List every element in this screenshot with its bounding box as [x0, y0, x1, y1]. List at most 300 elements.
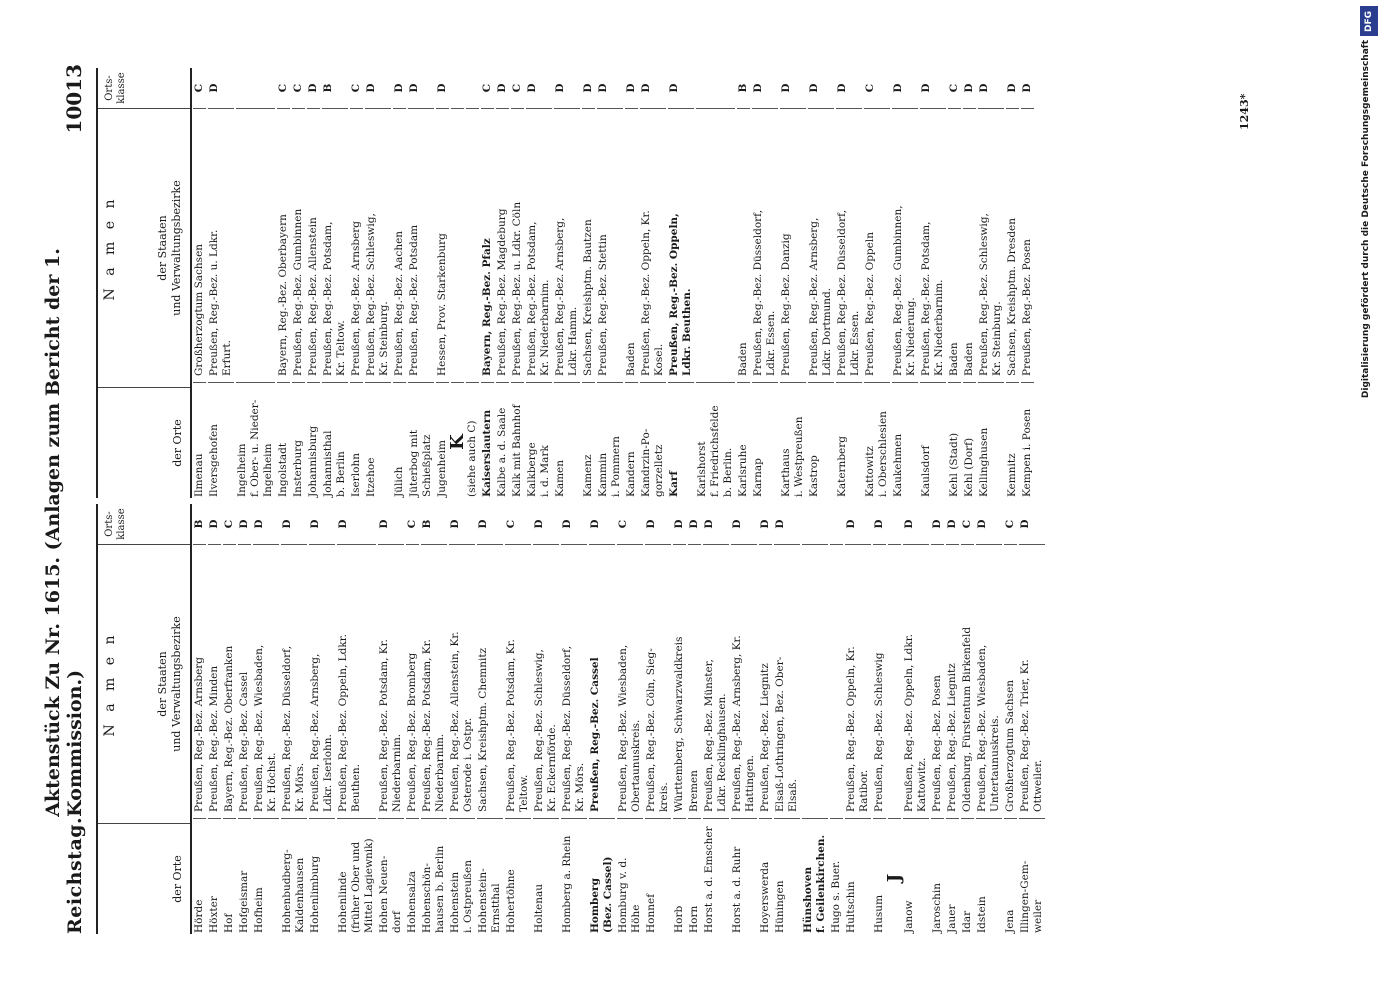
place-class: B [420, 519, 433, 529]
state-district: Preußen, Reg.-Bez. Düsseldorf, Kr. Mörs. [561, 544, 587, 818]
section-letter: K [451, 382, 464, 497]
place-class: D [1005, 83, 1018, 93]
place-name: Jena [1004, 818, 1017, 933]
place-name: Kammin i. Pommern [597, 382, 623, 497]
place-name: Hofgeismar [238, 818, 251, 933]
state-district: Baden [963, 108, 976, 382]
place-name: Hugo s. Buer. [830, 818, 843, 933]
state-district: Preußen, Reg.-Bez. Münster, Ldkr. Recklinghausen. [703, 544, 729, 818]
table-row [222, 504, 237, 933]
table-row [758, 504, 773, 933]
place-name: Hohen Neuen- dorf [378, 818, 404, 933]
place-class: D [872, 519, 885, 529]
place-name: Homburg v. d. Höhe [617, 818, 643, 933]
place-class: D [977, 83, 990, 93]
state-district: Großherzogtum Sachsen [1004, 544, 1017, 818]
place-name: Jülich [393, 382, 406, 497]
place-class: D [624, 83, 637, 93]
state-district: Preußen, Reg.-Bez. Posen [931, 544, 944, 818]
header-staaten: der Staaten und Verwaltungsbezirke [155, 616, 183, 752]
state-district: Preußen, Reg.-Bez. Arnsberg, Ldkr. Hamm. [554, 108, 580, 382]
place-class: B [321, 83, 334, 93]
state-district: Preußen, Reg.-Bez. Potsdam [408, 108, 434, 382]
place-name: Hüningen [774, 818, 800, 933]
place-class: D [435, 83, 448, 93]
page-number: 10013 [61, 64, 86, 134]
place-name: Johannisthal b. Berlin [322, 382, 348, 497]
place-name: Horst a. d. Emscher [703, 818, 729, 933]
place-name: Jaroschin [931, 818, 944, 933]
table-row [306, 68, 321, 497]
state-district: Preußen, Reg.-Bez. Allenstein [307, 108, 320, 382]
place-name: Hohenlinde (früher Ober und Mittel Lagiewnik) [337, 818, 376, 933]
header-namen [98, 108, 190, 387]
place-class: D [588, 519, 601, 529]
table-row [1020, 68, 1035, 497]
state-district: Preußen, Reg.-Bez. Posen [1021, 108, 1034, 382]
state-district: Preußen, Reg.-Bez. Potsdam, Kr. Teltow. [322, 108, 348, 382]
state-district: Preußen, Reg.-Bez. u. Ldkr. Cöln [511, 108, 524, 382]
place-name: Katernberg [836, 382, 862, 497]
place-name: Kalbe a. d. Saale [496, 382, 509, 497]
state-district: Sachsen, Kreishptm. Bautzen [582, 108, 595, 382]
state-district [236, 108, 275, 382]
state-district: Preußen, Reg.-Bez. Magdeburg [496, 108, 509, 382]
table-row [962, 68, 977, 497]
place-name: Illingen-Gem- weiler [1019, 818, 1045, 933]
table-row [1005, 68, 1020, 497]
place-class: D [596, 83, 609, 93]
place-name: Husum [873, 818, 886, 933]
place-class: C [863, 83, 876, 93]
table-row [930, 504, 945, 933]
state-district: Preußen, Reg.-Bez. Oppeln, Kr. Ratibor. [845, 544, 871, 818]
place-class: C [222, 519, 235, 529]
table-row [624, 68, 639, 497]
state-district [802, 544, 828, 818]
place-name: Idar [961, 818, 974, 933]
place-class: D [639, 83, 652, 93]
section-letter: J [888, 818, 901, 933]
state-district: Preußen, Reg.-Bez. Danzig [780, 108, 806, 382]
table-row [207, 504, 222, 933]
place-class: C [1003, 519, 1016, 529]
state-district: Preußen, Reg.-Bez. Oppeln, Ldkr. Beuthen. [337, 544, 376, 818]
table-row [465, 68, 480, 497]
state-district: Württemberg, Schwarzwaldkreis [673, 544, 686, 818]
state-district: Bayern, Reg.-Bez. Oberfranken [223, 544, 236, 818]
place-name: Kalkberge i. d. Mark [526, 382, 552, 497]
place-name: Hof [223, 818, 236, 933]
place-name: Idstein [976, 818, 1002, 933]
place-name: Iserlohn [350, 382, 363, 497]
table-row [829, 504, 844, 933]
table-row [192, 504, 207, 933]
state-district: Preußen, Reg.-Bez. Potsdam, Kr. Niederbarnim. [920, 108, 946, 382]
header-namen [98, 544, 190, 823]
table-row [736, 68, 751, 497]
place-class: D [702, 519, 715, 529]
place-class: D [392, 83, 405, 93]
table-row [235, 68, 276, 497]
state-district: Preußen, Reg.-Bez. Oppeln, Ldkr. Beuthen. [668, 108, 694, 382]
state-district: Preußen, Reg.-Bez. Potsdam, Kr. Niederbarnim. [378, 544, 404, 818]
place-name: Jauer [946, 818, 959, 933]
place-class: D [407, 83, 420, 93]
place-class [696, 68, 735, 108]
table-column-left [96, 504, 1226, 934]
state-district: Preußen, Reg.-Bez. Oppeln, Kr. Kosel. [640, 108, 666, 382]
table-column-right [96, 68, 1226, 498]
table-row [779, 68, 807, 497]
place-class: D [962, 83, 975, 93]
place-class: D [1018, 519, 1031, 529]
place-name: Kaiserslautern [481, 382, 494, 497]
place-name: (siehe auch C) [466, 382, 479, 497]
dfg-logo: DFG [1360, 6, 1378, 36]
table-row [448, 504, 476, 933]
place-class: C [480, 83, 493, 93]
table-row [945, 504, 960, 933]
place-class: C [510, 83, 523, 93]
place-name: Horst a. d. Ruhr [731, 818, 757, 933]
place-class: D [336, 519, 349, 529]
place-name: Kehl (Stadt) [948, 382, 961, 497]
header-orte: der Orte [98, 823, 190, 934]
place-name: Kandrzin-Po- gorzelletz [640, 382, 666, 497]
table-row [902, 504, 930, 933]
state-district: Sachsen, Kreishptm. Chemnitz [477, 544, 503, 818]
table-row [687, 504, 702, 933]
place-class: D [807, 83, 820, 93]
place-class [236, 68, 275, 108]
state-district: Baden [737, 108, 750, 382]
place-class: D [532, 519, 545, 529]
table-row [252, 504, 280, 933]
state-district [696, 108, 735, 382]
place-class: C [349, 83, 362, 93]
place-name: Karnap [752, 382, 778, 497]
place-class: D [377, 519, 390, 529]
place-class: D [280, 519, 293, 529]
state-district: Preußen, Reg.-Bez. Arnsberg, Ldkr. Iserlohn. [309, 544, 335, 818]
page-header [42, 64, 86, 934]
state-district: Preußen, Reg.-Bez. Liegnitz [946, 544, 959, 818]
table-row [480, 68, 495, 497]
state-district [830, 544, 843, 818]
place-name: Höxter [208, 818, 221, 933]
state-district: Preußen, Reg.-Bez. Schleswig, Kr. Eckernförde. [533, 544, 559, 818]
place-class: D [902, 519, 915, 529]
place-class: C [276, 83, 289, 93]
table-row [308, 504, 336, 933]
state-district: Preußen, Reg.-Bez. Cassel [589, 544, 615, 818]
place-class: C [947, 83, 960, 93]
table-row [835, 68, 863, 497]
place-class: D [581, 83, 594, 93]
table-row [405, 504, 420, 933]
state-district: Preußen, Reg.-Bez. Minden [208, 544, 221, 818]
place-class: D [207, 83, 220, 93]
place-name: Kamenz [582, 382, 595, 497]
place-name: Hünshoven f. Geilenkirchen. [802, 818, 828, 933]
state-district: Baden [948, 108, 961, 382]
place-name: Kandern [625, 382, 638, 497]
table-row [364, 68, 392, 497]
place-class: D [553, 83, 566, 93]
state-district: Preußen, Reg.-Bez. Aachen [393, 108, 406, 382]
place-class: D [237, 519, 250, 529]
table-row [751, 68, 779, 497]
state-district: Preußen, Reg.-Bez. Düsseldorf, Kr. Mörs. [281, 544, 307, 818]
table-row [291, 68, 306, 497]
header-namen-title: N a m e n [101, 631, 118, 737]
place-name: Homberg (Bez. Cassel) [589, 818, 615, 933]
table-row [977, 68, 1005, 497]
state-district: Preußen, Reg.-Bez. Schleswig, Kr. Steinburg. [365, 108, 391, 382]
state-district [451, 108, 464, 382]
table-body-left [192, 504, 1046, 934]
table-row [280, 504, 308, 933]
place-name: Kaulsdorf [920, 382, 946, 497]
place-name: Kalk mit Bahnhof [511, 382, 524, 497]
place-class: C [960, 519, 973, 529]
state-district: Preußen, Reg.-Bez. Schleswig [873, 544, 886, 818]
header-orte: der Orte [98, 387, 190, 498]
state-district: Preußen, Reg.-Bez. Gumbinnen [292, 108, 305, 382]
place-class: B [736, 83, 749, 93]
place-class: D [448, 519, 461, 529]
place-class [802, 504, 828, 544]
place-class: D [644, 519, 657, 529]
place-class: D [687, 519, 700, 529]
state-district: Preußen, Reg.-Bez. Arnsberg, Kr. Hattingen. [731, 544, 757, 818]
place-class: D [667, 83, 680, 93]
place-class: D [975, 519, 988, 529]
state-district: Elsaß-Lothringen, Bez. Ober- Elsaß. [774, 544, 800, 818]
place-name: Karf [668, 382, 694, 497]
place-name: Hultschin [845, 818, 871, 933]
state-district: Preußen, Reg.-Bez. Arnsberg [193, 544, 206, 818]
state-district [466, 108, 479, 382]
header-left: Reichstag. [63, 816, 86, 934]
table-row [596, 68, 624, 497]
state-district: Preußen, Reg.-Bez. Wiesbaden, Kr. Höchst. [253, 544, 279, 818]
state-district: Preußen, Reg.-Bez. Gumbinnen, Kr. Niederung. [892, 108, 918, 382]
place-name: Hohenstein i. Ostpreußen [449, 818, 475, 933]
place-class: D [945, 519, 958, 529]
place-name: Janow [903, 818, 929, 933]
table-row [919, 68, 947, 497]
place-name: Jugenheim [436, 382, 449, 497]
place-name: Hofheim [253, 818, 279, 933]
place-class: D [779, 83, 792, 93]
place-name: Ingelheim f. Ober- u. Nieder- Ingelheim [236, 382, 275, 497]
place-name: Hohenschön- hausen b. Berlin [421, 818, 447, 933]
table-row [504, 504, 532, 933]
table-row [588, 504, 616, 933]
place-class: D [252, 519, 265, 529]
table-row [560, 504, 588, 933]
table-header [96, 68, 192, 498]
place-name: Kaukehmen [892, 382, 918, 497]
state-district: Baden [625, 108, 638, 382]
place-name: Insterburg [292, 382, 305, 497]
place-class: D [364, 83, 377, 93]
place-class: D [525, 83, 538, 93]
table-row [581, 68, 596, 497]
table-row [476, 504, 504, 933]
state-district: Hessen, Prov. Starkenburg [436, 108, 449, 382]
state-district: Preußen, Reg.-Bez. Schleswig, Kr. Steinburg. [978, 108, 1004, 382]
place-class: D [476, 519, 489, 529]
place-class: C [504, 519, 517, 529]
table-row [975, 504, 1003, 933]
place-name: Hohenstein- Ernstthal [477, 818, 503, 933]
place-class: D [773, 519, 786, 529]
table-row [1003, 504, 1018, 933]
table-row [237, 504, 252, 933]
place-class: B [192, 519, 205, 529]
place-name: Ilversgehofen [208, 382, 234, 497]
place-name: Itzehoe [365, 382, 391, 497]
table-row [407, 68, 435, 497]
place-name: Kamen [554, 382, 580, 497]
place-class: D [730, 519, 743, 529]
place-class: C [192, 83, 205, 93]
place-class: C [616, 519, 629, 529]
state-district: Preußen, Reg.-Bez. Arnsberg, Ldkr. Dortmund. [808, 108, 834, 382]
table-row [801, 504, 829, 933]
place-class: D [919, 83, 932, 93]
place-name: Holtenau [533, 818, 559, 933]
place-name: Kehl (Dorf) [963, 382, 976, 497]
place-class: D [930, 519, 943, 529]
place-class: D [560, 519, 573, 529]
table-row [1018, 504, 1046, 933]
document-page [42, 30, 1342, 970]
place-name: Hohenbudberg- Kaldenhausen [281, 818, 307, 933]
place-class: C [405, 519, 418, 529]
state-district: Preußen, Reg.-Bez. Wiesbaden, Obertaunuskreis. [617, 544, 643, 818]
page-mark: 1243* [1237, 93, 1251, 130]
state-district: Preußen, Reg.-Bez. Wiesbaden, Untertaunuskreis. [976, 544, 1002, 818]
table-row [192, 68, 207, 497]
state-district: Bayern, Reg.-Bez. Pfalz [481, 108, 494, 382]
table-row [495, 68, 510, 497]
place-name: Hörde [193, 818, 206, 933]
table-row [844, 504, 872, 933]
state-district: Preußen, Reg.-Bez. Oppeln, Ldkr. Kattowitz. [903, 544, 929, 818]
place-name: Ingolstadt [277, 382, 290, 497]
state-district: Preußen, Reg.-Bez. Bromberg [406, 544, 419, 818]
state-district: Preußen, Reg.-Bez. Oppeln [864, 108, 890, 382]
table-row [730, 504, 758, 933]
table-row [639, 68, 667, 497]
table-row [377, 504, 405, 933]
state-district: Preußen, Reg.-Bez. Allenstein, Kr. Osterode i. Ostpr. [449, 544, 475, 818]
table-row [420, 504, 448, 933]
place-class: D [495, 83, 508, 93]
place-class [451, 68, 464, 108]
digitization-credit: Digitalisierung gefördert durch die Deutsche Forschungsgemeinschaft [1361, 40, 1371, 399]
place-name: Hohertöhne [505, 818, 531, 933]
section-letter-row [446, 68, 468, 497]
state-district: Preußen, Reg.-Bez. Potsdam, Kr. Teltow. [505, 544, 531, 818]
table-row [807, 68, 835, 497]
table-row [276, 68, 291, 497]
place-name: Horn [688, 818, 701, 933]
place-name: Karlsruhe [737, 382, 750, 497]
state-district: Bayern, Reg.-Bez. Oberbayern [277, 108, 290, 382]
place-class: D [1020, 83, 1033, 93]
table-body-right [192, 68, 1035, 498]
place-class: D [758, 519, 771, 529]
place-class: D [891, 83, 904, 93]
place-class [830, 504, 843, 544]
table-row [532, 504, 560, 933]
state-district: Preußen, Reg.-Bez. u. Ldkr. Erfurt. [208, 108, 234, 382]
place-name: Kemnitz [1006, 382, 1019, 497]
section-letter-row [883, 504, 905, 933]
state-district: Oldenburg, Fürstentum Birkenfeld [961, 544, 974, 818]
place-name: Hohensalza [406, 818, 419, 933]
place-name: Honnef [645, 818, 671, 933]
place-name: Hohenlimburg [309, 818, 335, 933]
place-name: Karthaus i. Westpreußen [780, 382, 806, 497]
place-class: D [844, 519, 857, 529]
place-name: Karlshorst f. Friedrichsfelde b. Berlin. [696, 382, 735, 497]
header-ortsklasse: Orts- klasse [103, 508, 127, 540]
table-row [947, 68, 962, 497]
place-class: D [672, 519, 685, 529]
state-district: Preußen, Reg.-Bez. Potsdam, Kr. Niederbarnim. [526, 108, 552, 382]
place-class [466, 68, 479, 108]
place-name: Hoyerswerda [759, 818, 772, 933]
place-name: Johannisburg [307, 382, 320, 497]
table-row [553, 68, 581, 497]
table-row [392, 68, 407, 497]
place-name: Kastrop [808, 382, 834, 497]
place-name: Kempen i. Posen [1021, 382, 1034, 497]
state-district: Bremen [688, 544, 701, 818]
header-namen-title: N a m e n [101, 195, 118, 301]
place-class: D [306, 83, 319, 93]
place-name: Horb [673, 818, 686, 933]
state-district: Preußen, Reg.-Bez. Liegnitz [759, 544, 772, 818]
state-district: Preußen, Reg.-Bez. Potsdam, Kr. Niederbarnim. [421, 544, 447, 818]
state-district: Großherzogtum Sachsen [193, 108, 206, 382]
state-district: Sachsen, Kreishptm. Dresden [1006, 108, 1019, 382]
place-name: Kattowitz i. Oberschlesien [864, 382, 890, 497]
table-row [207, 68, 235, 497]
state-district: Preußen, Reg.-Bez. Trier, Kr. Ottweiler. [1019, 544, 1045, 818]
header-staaten: der Staaten und Verwaltungsbezirke [155, 180, 183, 316]
place-class: D [308, 519, 321, 529]
table-row [667, 68, 695, 497]
table-row [510, 68, 525, 497]
table-row [525, 68, 553, 497]
digitization-sidebar [1359, 0, 1379, 1000]
state-district: Preußen, Reg.-Bez. Cöln, Sieg- kreis. [645, 544, 671, 818]
table-row [672, 504, 687, 933]
table-row [349, 68, 364, 497]
table-row [695, 68, 736, 497]
state-district: Preußen, Reg.-Bez. Düsseldorf, Ldkr. Essen. [836, 108, 862, 382]
table-row [773, 504, 801, 933]
table-row [321, 68, 349, 497]
place-name: Kellinghusen [978, 382, 1004, 497]
